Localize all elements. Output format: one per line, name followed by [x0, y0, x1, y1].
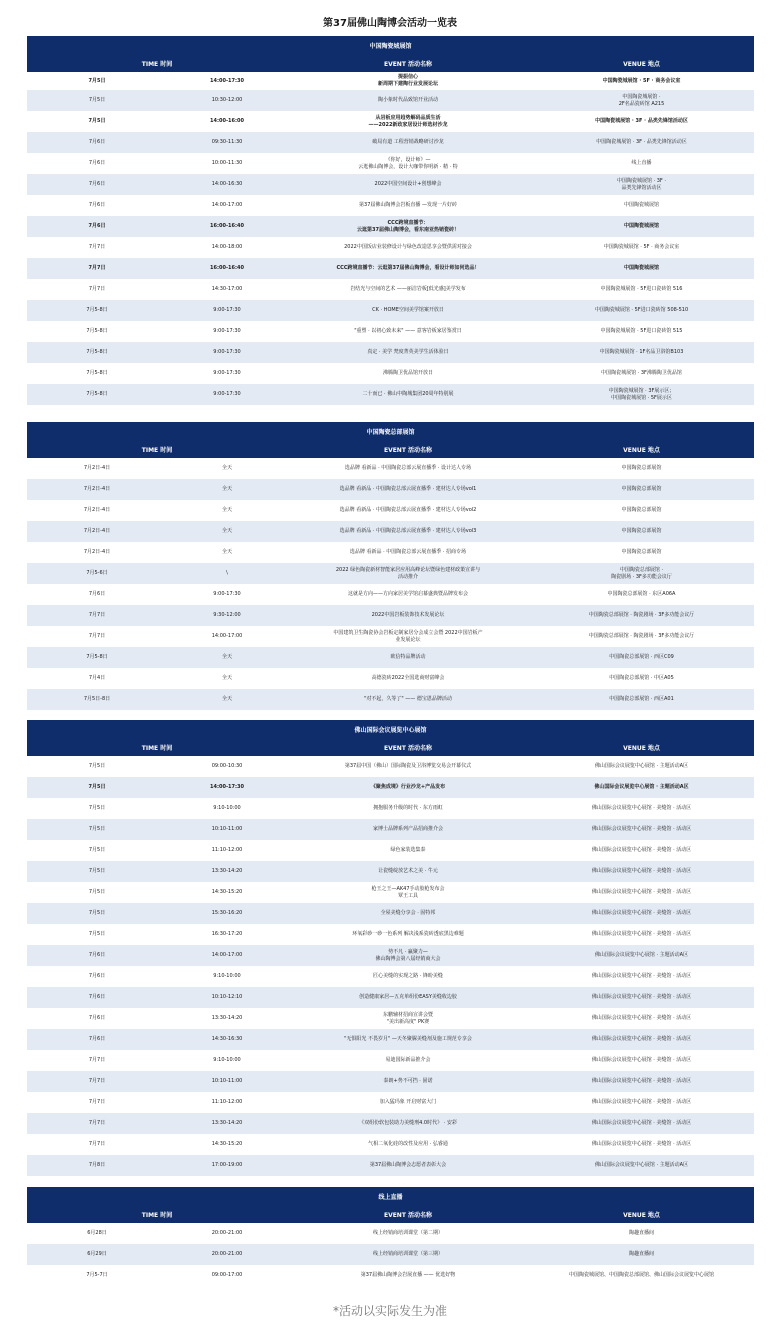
venue-cell: 中国陶瓷总部展馆 — [621, 528, 662, 534]
event-cell: 选品牌 看新品 · 中国陶瓷总部云展直播季 · 设计达人专场 — [344, 465, 472, 471]
event-cell: 第37届佛山陶博会志愿者表彰大会 — [369, 1162, 447, 1168]
date-cell: 7月5日-8日 — [83, 696, 111, 702]
footnote: *活动以实际发生为准 — [332, 1304, 447, 1318]
section-title: 中国陶瓷总部展馆 — [366, 429, 415, 436]
venue-cell: 中国陶瓷城展馆 — [623, 202, 659, 208]
event-cell: 气相二氧化硅的改性及应用 · 弘睿通 — [368, 1141, 448, 1147]
time-cell: 9:00-17:30 — [213, 307, 241, 313]
venue-cell: 佛山国际会议展览中心展馆 · 美缝馆 · 活动区 — [591, 973, 692, 979]
date-cell: 7月2日-4日 — [83, 528, 111, 534]
table-row — [27, 966, 754, 987]
venue-cell: 佛山国际会议展览中心展馆 · 美缝馆 · 活动区 — [591, 826, 692, 832]
event-cell: "无惧阳光 不畏岁月" —天冬聚脲美缝剂及施工规范专享会 — [344, 1036, 472, 1042]
date-cell: 7月4日 — [88, 675, 106, 681]
date-cell: 7月7日 — [88, 1057, 106, 1063]
event-cell: 二十而已 · 佛山中陶城集团20周年特别展 — [362, 391, 454, 397]
table-row — [27, 1265, 754, 1286]
table-row — [27, 819, 754, 840]
table-row — [27, 647, 754, 668]
date-cell: 7月6日 — [88, 952, 106, 958]
venue-section — [27, 422, 754, 710]
time-cell: 16:00-16:40 — [210, 223, 244, 229]
table-row — [27, 777, 754, 798]
venue-section — [27, 1187, 754, 1286]
event-cell: "重塑 · 以初心致未来" —— 意客岩板家居鉴赏日 — [354, 328, 462, 334]
date-cell: 7月7日 — [88, 265, 106, 271]
table-row — [27, 1155, 754, 1176]
time-cell: 9:00-17:30 — [213, 391, 241, 397]
venue-cell: 佛山国际会议展览中心展馆 · 美缝馆 · 活动区 — [591, 805, 692, 811]
event-cell: 第37届佛山陶博会岩展直播 —— 优选好物 — [360, 1272, 456, 1278]
table-row — [27, 924, 754, 945]
table-row — [27, 72, 754, 90]
venue-header: VENUE 地点 — [623, 447, 660, 454]
table-row — [27, 279, 754, 300]
date-cell: 7月5日 — [88, 97, 106, 103]
venue-cell: 中国陶瓷城展馆 — [623, 265, 659, 271]
date-cell: 7月6日 — [88, 223, 106, 229]
date-cell: 7月2日-4日 — [83, 465, 111, 471]
time-cell: 09:00-10:30 — [211, 763, 243, 769]
table-row — [27, 258, 754, 279]
time-cell: 11:10-12:00 — [211, 847, 243, 853]
event-cell: 破局有道 工程营销战略研讨沙龙 — [372, 139, 444, 145]
table-row — [27, 1092, 754, 1113]
date-cell: 7月5日 — [88, 847, 106, 853]
section-header — [27, 1187, 754, 1223]
event-cell: 沸腾陶卫优品馆开放日 — [382, 370, 433, 376]
venue-cell: 佛山国际会议展览中心展馆 · 美缝馆 · 活动区 — [591, 931, 692, 937]
venue-cell: 佛山国际会议展览中心展馆 · 美缝馆 · 活动区 — [591, 1057, 692, 1063]
time-cell: 09:30-11:30 — [211, 139, 243, 145]
time-cell: 全天 — [221, 696, 232, 702]
venue-cell: 中国陶瓷城展馆 · 5F进口瓷砖馆 515 — [600, 328, 683, 334]
date-cell: 7月5日 — [88, 805, 106, 811]
time-cell: 10:10-12:10 — [211, 994, 243, 1000]
time-cell: 09:00-17:00 — [211, 1272, 243, 1278]
venue-cell: 中国陶瓷城展馆、中国陶瓷总部展馆、佛山国际会议展览中心展馆 — [568, 1272, 714, 1278]
time-cell: 全天 — [221, 507, 232, 513]
event-cell: 线上经销商培训课堂（第三期） — [372, 1251, 443, 1257]
time-cell: 9:10-10:00 — [213, 1057, 241, 1063]
time-cell: 13:30-14:20 — [211, 1120, 243, 1126]
event-header: EVENT 活动名称 — [383, 1212, 433, 1219]
date-cell: 7月5-8日 — [86, 654, 108, 660]
date-cell: 7月7日 — [88, 286, 106, 292]
venue-cell: 佛山国际会议展览中心展馆 · 美缝馆 · 活动区 — [591, 994, 692, 1000]
venue-cell: 中国陶瓷城展馆 · 5F · 商务会议室 — [602, 77, 681, 84]
venue-cell: 佛山国际会议展览中心展馆 · 主题活动A区 — [594, 952, 689, 958]
column-headers — [27, 58, 754, 72]
table-row — [27, 1223, 754, 1244]
table-row — [27, 111, 754, 132]
time-cell: 9:00-17:30 — [213, 591, 241, 597]
time-cell: \ — [226, 570, 228, 576]
table-row — [27, 605, 754, 626]
venue-header: VENUE 地点 — [623, 745, 660, 752]
venue-cell: 中国陶瓷总部展馆 — [621, 507, 662, 513]
time-cell: 14:30-15:20 — [211, 1141, 243, 1147]
time-cell: 16:30-17:20 — [211, 931, 243, 937]
date-cell: 7月5日 — [88, 826, 106, 832]
time-cell: 14:00-17:30 — [210, 784, 244, 790]
date-cell: 7月5日 — [88, 889, 106, 895]
venue-cell: 佛山国际会议展览中心展馆 · 主题活动A区 — [594, 763, 689, 769]
venue-cell: 中国陶瓷城展馆 · 1F名品卫浴馆B103 — [599, 349, 684, 355]
event-cell: 提振信心 新周期下建陶行业发展论坛 — [377, 74, 438, 87]
event-cell: 真定 · 美学 梵度菁英美学生活体验日 — [367, 349, 449, 355]
date-cell: 7月6日 — [88, 1036, 106, 1042]
time-cell: 9:10-10:00 — [213, 805, 241, 811]
event-cell: 2022中国饭店业装修设计与绿色改造思享会暨供需对接会 — [344, 244, 472, 250]
time-cell: 全天 — [221, 549, 232, 555]
table-row — [27, 300, 754, 321]
page-title: 第37届佛山陶博会活动一览表 — [323, 18, 457, 29]
date-cell: 7月6日 — [88, 1015, 106, 1021]
column-headers — [27, 742, 754, 756]
table-row — [27, 1244, 754, 1265]
venue-cell: 中国陶瓷总部展馆 · 陶瓷剧场 · 3F多功能会议厅 — [588, 612, 695, 618]
table-row — [27, 882, 754, 903]
venue-cell: 中国陶瓷总部展馆 · 西区C09 — [609, 654, 674, 660]
time-cell: 14:00-16:30 — [211, 181, 243, 187]
venue-cell: 佛山国际会议展览中心展馆 · 主题活动A区 — [594, 1162, 689, 1168]
event-cell: 线上经销商培训课堂（第二期） — [372, 1230, 443, 1236]
time-cell: 20:00-21:00 — [211, 1230, 243, 1236]
venue-cell: 佛山国际会议展览中心展馆 · 美缝馆 · 活动区 — [591, 1141, 692, 1147]
table-row — [27, 1113, 754, 1134]
date-cell: 7月5日 — [88, 868, 106, 874]
date-cell: 6月28日 — [87, 1230, 107, 1236]
date-cell: 7月6日 — [88, 994, 106, 1000]
event-cell: 势不凡 · 赢聚力— 佛山陶博会第八届经销商大会 — [375, 948, 441, 962]
column-headers — [27, 1209, 754, 1223]
date-cell: 7月5日 — [88, 77, 106, 84]
event-cell: 匠心美缝的实现之路 · 锋盼美缝 — [373, 973, 443, 979]
time-cell: 10:10-11:00 — [211, 826, 243, 832]
time-cell: 9:30-12:00 — [213, 612, 241, 618]
time-cell: 14:00-17:30 — [210, 77, 244, 84]
table-row — [27, 903, 754, 924]
event-cell: 环氧彩砂一砂一色系列 解决浅系瓷砖透底黑边难题 — [352, 931, 464, 937]
date-cell: 7月6日 — [88, 160, 106, 166]
event-cell: 选品牌 看新品 · 中国陶瓷总部云展直播季 · 建材达人专场vol3 — [339, 528, 477, 534]
date-cell: 7月2日-4日 — [83, 486, 111, 492]
venue-cell: 中国陶瓷城展馆 · 3F · 品类先锋馆活动区 — [616, 177, 666, 191]
time-cell: 9:00-17:30 — [213, 328, 241, 334]
table-row — [27, 584, 754, 605]
event-cell: 《双组份软包装助力美缝刑4.0时代》 · 安彩 — [359, 1120, 457, 1126]
table-row — [27, 195, 754, 216]
venue-cell: 中国陶瓷城展馆 · 5F进口瓷砖馆 508-510 — [594, 307, 689, 313]
venue-cell: 佛山国际会议展览中心展馆 · 美缝馆 · 活动区 — [591, 1099, 692, 1105]
section-title: 中国陶瓷城展馆 — [369, 43, 412, 50]
time-cell: 全天 — [221, 528, 232, 534]
event-cell: 泰朗+势不可挡 · 固诺 — [383, 1078, 433, 1084]
table-row — [27, 689, 754, 710]
event-cell: CCC跨境直播节：云逛第37届佛山陶博会，看设计师如何选品！ — [336, 265, 480, 271]
event-cell: 枪王之王—AK47手动胶枪发布会 覃王工具 — [371, 885, 445, 899]
time-cell: 全天 — [221, 486, 232, 492]
table-row — [27, 363, 754, 384]
table-row — [27, 174, 754, 195]
time-header: TIME 时间 — [141, 447, 173, 454]
table-row — [27, 945, 754, 966]
venue-section — [27, 720, 754, 1176]
date-cell: 7月8日 — [88, 1162, 106, 1168]
event-cell: 《你好，设计师》— 云逛佛山陶博会，设计大咖带你明新 · 精 · 特 — [358, 156, 458, 170]
section-header — [27, 36, 754, 72]
table-row — [27, 756, 754, 777]
section-title: 佛山国际会议展览中心展馆 — [354, 727, 427, 734]
venue-cell: 线上直播 — [631, 160, 652, 166]
section-title: 线上直播 — [378, 1194, 403, 1201]
date-cell: 7月5日 — [88, 931, 106, 937]
event-cell: 欧信特品牌活动 — [390, 654, 426, 660]
date-cell: 7月5日 — [88, 118, 106, 124]
time-cell: 全天 — [221, 675, 232, 681]
venue-cell: 中国陶瓷总部展馆 · 中区A05 — [609, 675, 674, 681]
event-cell: 让瓷缝绽放艺术之美 · 牛元 — [378, 868, 438, 874]
venue-cell: 佛山国际会议展览中心展馆 · 美缝馆 · 活动区 — [591, 847, 692, 853]
time-cell: 9:00-17:30 — [213, 370, 241, 376]
venue-cell: 中国陶瓷城展馆 · 3F · 品类先锋馆活动区 — [595, 118, 688, 124]
event-cell: 东鹏辅材招商宣讲会暨 "美出新高度" PK赛 — [382, 1011, 433, 1025]
event-cell: 岩结光与空间的艺术 ——丽洁岩板[低光感]美学发布 — [350, 286, 466, 292]
venue-cell: 陶趣直播间 — [628, 1251, 654, 1257]
event-cell: 2022中国空间设计+创想峰会 — [374, 181, 442, 187]
event-cell: 这就是方向——方向家居美学馆启幕盛典暨品牌发布会 — [347, 591, 468, 597]
date-cell: 7月6日 — [88, 591, 106, 597]
table-row — [27, 342, 754, 363]
venue-cell: 中国陶瓷总部展馆 · 陶瓷剧场 · 3F多功能会议厅 — [588, 633, 695, 639]
venue-cell: 佛山国际会议展览中心展馆 · 主题活动A区 — [594, 784, 689, 790]
event-cell: 选品牌 看新品 · 中国陶瓷总部云展直播季 · 建材达人专场vol1 — [339, 486, 477, 492]
date-cell: 7月7日 — [88, 244, 106, 250]
table-row — [27, 861, 754, 882]
date-cell: 7月7日 — [88, 633, 106, 639]
time-cell: 10:10-11:00 — [211, 1078, 243, 1084]
venue-cell: 中国陶瓷城展馆 · 3F展示区； 中国陶瓷城展馆 · 5F展示区 — [608, 387, 675, 401]
event-cell: 中国建筑卫生陶瓷协会岩板定制家居分会成立会暨 2022中国岩板产 业发展论坛 — [333, 629, 483, 643]
venue-cell: 佛山国际会议展览中心展馆 · 美缝馆 · 活动区 — [591, 868, 692, 874]
date-cell: 7月6日 — [88, 181, 106, 187]
table-row — [27, 840, 754, 861]
event-header: EVENT 活动名称 — [383, 745, 433, 752]
venue-cell: 中国陶瓷城展馆 · 2F名品瓷砖馆 A215 — [618, 93, 665, 107]
table-row — [27, 321, 754, 342]
table-row — [27, 384, 754, 405]
time-cell: 14:30-17:00 — [211, 286, 243, 292]
venue-cell: 中国陶瓷总部展馆 · 陶瓷剧场 · 3F多功能会议厅 — [611, 566, 672, 580]
time-cell: 14:00-17:00 — [211, 952, 243, 958]
time-cell: 16:00-16:40 — [210, 265, 244, 271]
event-cell: CK · HOME空间美学馆案开放日 — [372, 307, 444, 313]
event-cell: 家博士品牌系列产品招商推介会 — [372, 826, 443, 832]
time-cell: 14:00-18:00 — [211, 244, 243, 250]
date-cell: 7月7日 — [88, 612, 106, 618]
date-cell: 7月5-8日 — [86, 391, 108, 397]
event-header: EVENT 活动名称 — [383, 61, 433, 68]
venue-header: VENUE 地点 — [623, 61, 660, 68]
table-row — [27, 90, 754, 111]
table-row — [27, 216, 754, 237]
event-cell: 全屋美缝分享会 · 固特邦 — [380, 910, 436, 916]
date-cell: 7月5日 — [88, 910, 106, 916]
time-cell: 13:30-14:20 — [211, 1015, 243, 1021]
date-cell: 7月7日 — [88, 1078, 106, 1084]
venue-cell: 中国陶瓷总部展馆 · 西区A01 — [609, 696, 674, 702]
date-cell: 7月5-8日 — [86, 349, 108, 355]
table-row — [27, 458, 754, 479]
venue-cell: 中国陶瓷总部展馆 · 东区A06A — [607, 591, 676, 597]
time-cell: 17:00-19:00 — [211, 1162, 243, 1168]
column-headers — [27, 444, 754, 458]
event-cell: 2022中国岩板装饰技术发展论坛 — [371, 612, 445, 618]
date-cell: 7月5-7日 — [86, 1272, 108, 1278]
event-cell: 选品牌 看新品 · 中国陶瓷总部云展直播季 · 建材达人专场vol2 — [339, 507, 477, 513]
date-cell: 7月5日 — [88, 784, 106, 790]
time-cell: 10:30-12:00 — [211, 97, 243, 103]
venue-cell: 中国陶瓷城展馆 · 5F · 商务会议室 — [603, 244, 680, 250]
table-row — [27, 479, 754, 500]
table-row — [27, 1008, 754, 1029]
table-row — [27, 153, 754, 174]
venue-cell: 佛山国际会议展览中心展馆 · 美缝馆 · 活动区 — [591, 910, 692, 916]
date-cell: 7月7日 — [88, 1099, 106, 1105]
event-cell: 第37届佛山陶博会岩板直播 —发现一片好砖 — [359, 202, 457, 208]
table-row — [27, 798, 754, 819]
section-header — [27, 720, 754, 756]
event-cell: 高德瓷砖2022全国选商财富峰会 — [371, 675, 445, 681]
event-cell: 创造健康家居—五克单组份EASY美缝收边胶 — [359, 994, 457, 1000]
time-cell: 14:00-17:00 — [211, 633, 243, 639]
venue-cell: 中国陶瓷城展馆 · 3F · 品类先锋馆活动区 — [596, 139, 687, 145]
venue-section — [27, 36, 754, 405]
table-row — [27, 626, 754, 647]
time-header: TIME 时间 — [141, 61, 173, 68]
time-cell: 13:30-14:20 — [211, 868, 243, 874]
table-row — [27, 132, 754, 153]
date-cell: 7月2日-4日 — [83, 549, 111, 555]
date-cell: 7月6日 — [88, 973, 106, 979]
venue-cell: 中国陶瓷城展馆 · 3F沸腾陶卫优品馆 — [601, 370, 682, 376]
table-row — [27, 1134, 754, 1155]
table-row — [27, 500, 754, 521]
venue-cell: 佛山国际会议展览中心展馆 · 美缝馆 · 活动区 — [591, 1036, 692, 1042]
date-cell: 7月5日 — [88, 763, 106, 769]
time-cell: 全天 — [221, 654, 232, 660]
event-cell: 第37届中国（佛山）国际陶瓷及卫浴博览交易会开幕仪式 — [344, 763, 472, 769]
table-row — [27, 237, 754, 258]
table-row — [27, 1050, 754, 1071]
section-header — [27, 422, 754, 458]
event-cell: 从岩板应用趋势解码品质生活 ——2022新政家居设计师选材沙龙 — [368, 114, 448, 128]
table-row — [27, 668, 754, 689]
event-cell: 拥抱服务升级的时代 · 东方雨虹 — [373, 805, 443, 811]
time-header: TIME 时间 — [141, 745, 173, 752]
time-cell: 9:00-17:30 — [213, 349, 241, 355]
venue-cell: 中国陶瓷城展馆 — [623, 223, 659, 229]
event-cell: 《聚焦成境》行业沙龙+产品发布 — [370, 784, 446, 790]
venue-cell: 中国陶瓷城展馆 · 5F进口瓷砖馆 516 — [600, 286, 683, 292]
date-cell: 7月2日-4日 — [83, 507, 111, 513]
time-cell: 全天 — [221, 465, 232, 471]
time-cell: 15:30-16:20 — [211, 910, 243, 916]
date-cell: 7月5-6日 — [86, 570, 108, 576]
date-cell: 7月5-8日 — [86, 307, 108, 313]
date-cell: 6月29日 — [87, 1251, 107, 1257]
venue-header: VENUE 地点 — [623, 1212, 660, 1219]
venue-cell: 中国陶瓷总部展馆 — [621, 486, 662, 492]
table-row — [27, 521, 754, 542]
event-cell: 选品牌 看新品 · 中国陶瓷总部云展直播季 · 招商专场 — [349, 549, 467, 555]
date-cell: 7月7日 — [88, 1120, 106, 1126]
table-row — [27, 987, 754, 1008]
event-cell: 2022 绿色陶瓷新材智能家居应用高峰论坛暨绿色建材政策宣讲与 活动推介 — [335, 566, 481, 580]
venue-cell: 佛山国际会议展览中心展馆 · 美缝馆 · 活动区 — [591, 889, 692, 895]
event-cell: "对不起，久等了" —— 德宝恩品牌活动 — [364, 696, 452, 702]
time-cell: 10:00-11:30 — [211, 160, 243, 166]
time-cell: 20:00-21:00 — [211, 1251, 243, 1257]
date-cell: 7月6日 — [88, 139, 106, 145]
venue-cell: 中国陶瓷总部展馆 — [621, 465, 662, 471]
table-row — [27, 1071, 754, 1092]
time-cell: 14:30-15:20 — [211, 889, 243, 895]
time-cell: 14:00-17:00 — [211, 202, 243, 208]
time-cell: 11:10-12:00 — [211, 1099, 243, 1105]
venue-cell: 陶趣直播间 — [628, 1230, 654, 1236]
table-row — [27, 1029, 754, 1050]
event-cell: CCC跨境直播节： 云逛第37届佛山陶博会，看东南亚热销瓷砖！ — [357, 219, 459, 233]
event-cell: 陶小象时代品致馆开业活动 — [377, 97, 438, 103]
time-header: TIME 时间 — [141, 1212, 173, 1219]
date-cell: 7月7日 — [88, 1141, 106, 1147]
date-cell: 7月6日 — [88, 202, 106, 208]
time-cell: 9:10-10:00 — [213, 973, 241, 979]
event-header: EVENT 活动名称 — [383, 447, 433, 454]
event-cell: 绿色家装选集泰 — [390, 847, 426, 853]
venue-cell: 佛山国际会议展览中心展馆 · 美缝馆 · 活动区 — [591, 1015, 692, 1021]
time-cell: 14:30-16:30 — [211, 1036, 243, 1042]
venue-cell: 佛山国际会议展览中心展馆 · 美缝馆 · 活动区 — [591, 1078, 692, 1084]
venue-cell: 中国陶瓷总部展馆 — [621, 549, 662, 555]
table-row — [27, 542, 754, 563]
table-row — [27, 563, 754, 584]
time-cell: 14:00-16:00 — [210, 118, 244, 124]
date-cell: 7月5-8日 — [86, 328, 108, 334]
event-cell: 加入猛玛象 开启财富大门 — [379, 1099, 437, 1105]
event-cell: 易迪国际新品推介会 — [385, 1057, 431, 1063]
venue-cell: 佛山国际会议展览中心展馆 · 美缝馆 · 活动区 — [591, 1120, 692, 1126]
date-cell: 7月5-8日 — [86, 370, 108, 376]
